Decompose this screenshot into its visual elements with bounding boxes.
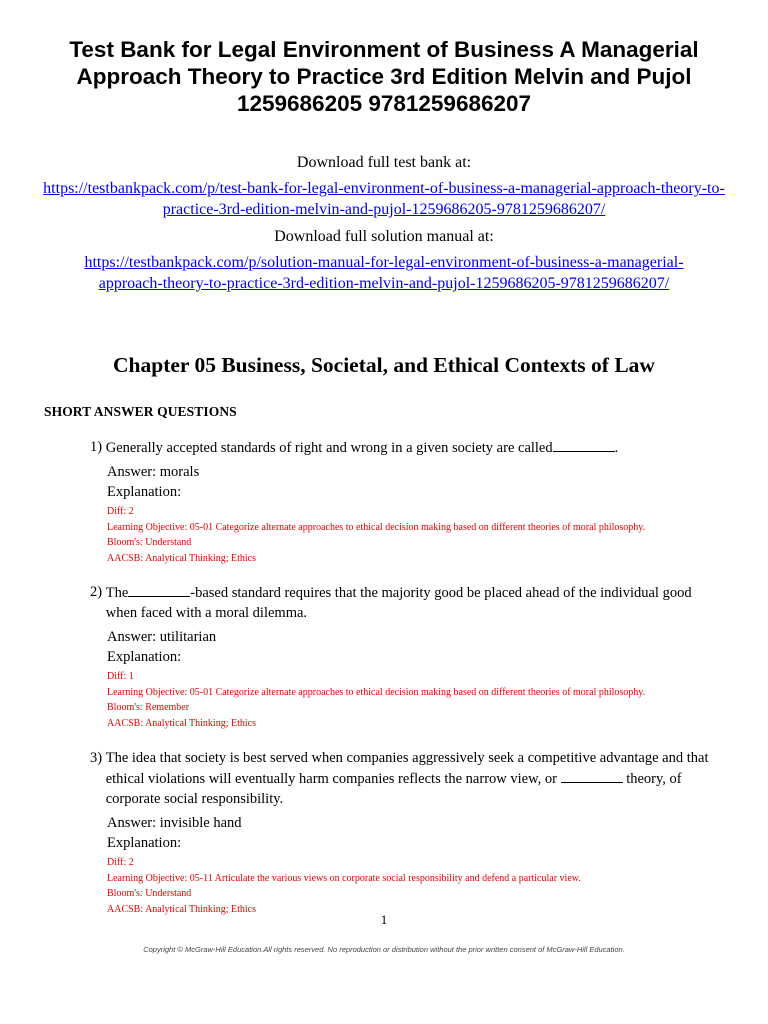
chapter-title: Chapter 05 Business, Societal, and Ethical Contexts of Law xyxy=(113,353,655,377)
question-text-after: . xyxy=(614,440,619,456)
answer-blank xyxy=(553,437,615,452)
question-text xyxy=(90,582,720,623)
question-text-after: theory, of corporate social responsibility. xyxy=(105,771,682,807)
question-2 xyxy=(90,582,720,731)
section-heading: SHORT ANSWER QUESTIONS xyxy=(44,404,237,419)
difficulty: Diff: 2 xyxy=(107,857,134,868)
explanation-label: Explanation: xyxy=(107,649,182,665)
aacsb-tag: AACSB: Analytical Thinking; Ethics xyxy=(107,552,256,564)
blooms-level: Bloom's: Remember xyxy=(107,702,190,713)
download-test-bank-label: Download full test bank at: xyxy=(296,154,472,171)
question-metadata xyxy=(90,669,720,731)
question-number: 3) xyxy=(90,750,103,766)
question-text xyxy=(90,437,720,458)
learning-objective: Learning Objective: 05-01 Categorize alternate approaches to ethical decision making based on different theories of moral philosophy. xyxy=(107,521,646,533)
difficulty: Diff: 2 xyxy=(107,506,134,517)
question-number: 2) xyxy=(90,584,103,600)
question-text-before: The xyxy=(105,585,129,601)
difficulty: Diff: 1 xyxy=(107,671,134,682)
document-title: Test Bank for Legal Environment of Business A Managerial Approach Theory to Practice 3rd Edition Melvin and Pujol 1259686205 9781259686207 xyxy=(69,37,699,116)
blooms-level: Bloom's: Understand xyxy=(107,888,192,899)
aacsb-tag: AACSB: Analytical Thinking; Ethics xyxy=(107,903,256,915)
question-number: 1) xyxy=(90,439,103,455)
answer: Answer: utilitarian xyxy=(107,629,217,645)
page-number: 1 xyxy=(380,912,388,927)
answer: Answer: invisible hand xyxy=(107,815,242,831)
question-3 xyxy=(90,748,720,917)
answer: Answer: morals xyxy=(107,464,200,480)
solution-manual-link[interactable]: https://testbankpack.com/p/solution-manual-for-legal-environment-of-business-a-managerial-approach-theory-to-practice-3rd-edition-melvin-and-pujol-1259686205-9781259686207/ xyxy=(84,254,684,292)
download-links-block xyxy=(30,152,738,294)
download-solution-label: Download full solution manual at: xyxy=(274,228,494,245)
learning-objective: Learning Objective: 05-11 Articulate the various views on corporate social responsibility and defend a particular view. xyxy=(107,872,581,884)
question-1 xyxy=(90,437,720,566)
question-text xyxy=(90,748,720,809)
question-text-before: Generally accepted standards of right and wrong in a given society are called xyxy=(105,440,553,456)
question-text-after: -based standard requires that the majority good be placed ahead of the individual good when faced with a moral dilemma. xyxy=(105,585,692,621)
question-metadata xyxy=(90,504,720,566)
answer-blank xyxy=(561,768,623,783)
learning-objective: Learning Objective: 05-01 Categorize alternate approaches to ethical decision making based on different theories of moral philosophy. xyxy=(107,686,646,698)
question-text-before: The idea that society is best served when companies aggressively seek a competitive advantage and that ethical violations will eventually harm companies reflects the narrow view, or xyxy=(105,750,709,787)
question-metadata xyxy=(90,855,720,917)
explanation-label: Explanation: xyxy=(107,484,182,500)
test-bank-link[interactable]: https://testbankpack.com/p/test-bank-for-legal-environment-of-business-a-managerial-approach-theory-to-practice-3rd-edition-melvin-and-pujol-1259686205-9781259686207/ xyxy=(43,180,725,218)
answer-blank xyxy=(128,582,190,597)
explanation-label: Explanation: xyxy=(107,835,182,851)
blooms-level: Bloom's: Understand xyxy=(107,537,192,548)
copyright-notice: Copyright © McGraw-Hill Education.All rights reserved. No reproduction or distribution without the prior written consent of McGraw-Hill Education. xyxy=(143,945,625,954)
aacsb-tag: AACSB: Analytical Thinking; Ethics xyxy=(107,717,256,729)
